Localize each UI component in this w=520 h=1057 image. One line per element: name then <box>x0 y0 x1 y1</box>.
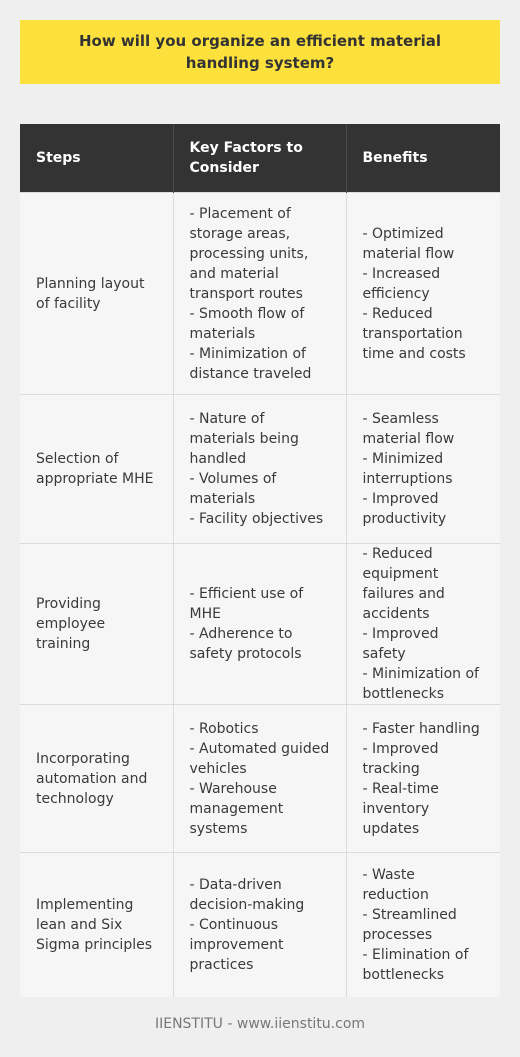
benefit-item: - Improved productivity <box>362 491 447 527</box>
factor-item: - Nature of materials being handled <box>189 411 299 467</box>
factor-item: - Warehouse management systems <box>189 780 284 837</box>
factors-cell <box>173 544 346 705</box>
factor-item: - Volumes of materials <box>189 471 277 507</box>
benefit-item: - Minimized interruptions <box>362 451 453 487</box>
benefits-cell <box>346 853 500 998</box>
footer-credit: IIENSTITU - www.iienstitu.com <box>154 1016 366 1032</box>
material-handling-table <box>20 124 500 997</box>
factor-item: - Automated guided vehicles <box>189 740 330 777</box>
step-cell: Incorporating automation and technology <box>20 705 173 853</box>
step-cell: Selection of appropriate MHE <box>20 395 173 544</box>
benefits-cell <box>346 193 500 395</box>
benefit-item: - Faster handling <box>362 720 480 737</box>
factor-item: - Minimization of distance traveled <box>189 345 312 382</box>
header-key-factors: Key Factors to Consider <box>173 124 346 193</box>
table-row <box>20 853 500 998</box>
benefit-item: - Waste reduction <box>362 867 429 903</box>
factor-item: - Robotics <box>189 720 259 737</box>
table-row <box>20 544 500 705</box>
benefit-item: - Seamless material flow <box>362 411 455 447</box>
page-title: How will you organize an efficient material handling system? <box>78 32 442 72</box>
factors-cell <box>173 705 346 853</box>
benefit-item: - Improved safety <box>362 626 439 662</box>
header-benefits: Benefits <box>346 124 500 193</box>
benefits-cell <box>346 705 500 853</box>
title-banner <box>20 20 500 84</box>
factors-cell <box>173 395 346 544</box>
table-row <box>20 705 500 853</box>
factors-cell <box>173 853 346 998</box>
table-header-row <box>20 124 500 193</box>
step-cell: Planning layout of facility <box>20 193 173 395</box>
factors-cell <box>173 193 346 395</box>
table-row <box>20 193 500 395</box>
factor-item: - Efficient use of MHE <box>189 586 304 622</box>
benefit-item: - Increased efficiency <box>362 265 441 302</box>
benefit-item: - Streamlined processes <box>362 907 457 943</box>
benefit-item: - Reduced transportation time and costs <box>362 305 466 362</box>
factor-item: - Adherence to safety protocols <box>189 626 302 662</box>
step-cell: Implementing lean and Six Sigma principles <box>20 853 173 998</box>
benefit-item: - Improved tracking <box>362 740 439 777</box>
benefits-cell <box>346 544 500 705</box>
factor-item: - Facility objectives <box>189 511 324 527</box>
benefit-item: - Minimization of bottlenecks <box>362 666 479 702</box>
step-cell: Providing employee training <box>20 544 173 705</box>
benefit-item: - Real-time inventory updates <box>362 780 439 837</box>
benefits-cell <box>346 395 500 544</box>
benefit-item: - Optimized material flow <box>362 225 455 262</box>
factor-item: - Smooth flow of materials <box>189 305 305 342</box>
header-steps: Steps <box>20 124 173 193</box>
factor-item: - Continuous improvement practices <box>189 917 284 973</box>
table-row <box>20 395 500 544</box>
benefit-item: - Reduced equipment failures and accidents <box>362 546 445 622</box>
benefit-item: - Elimination of bottlenecks <box>362 947 469 983</box>
factor-item: - Placement of storage areas, processing units, and material transport routes <box>189 205 309 302</box>
factor-item: - Data-driven decision-making <box>189 877 305 913</box>
